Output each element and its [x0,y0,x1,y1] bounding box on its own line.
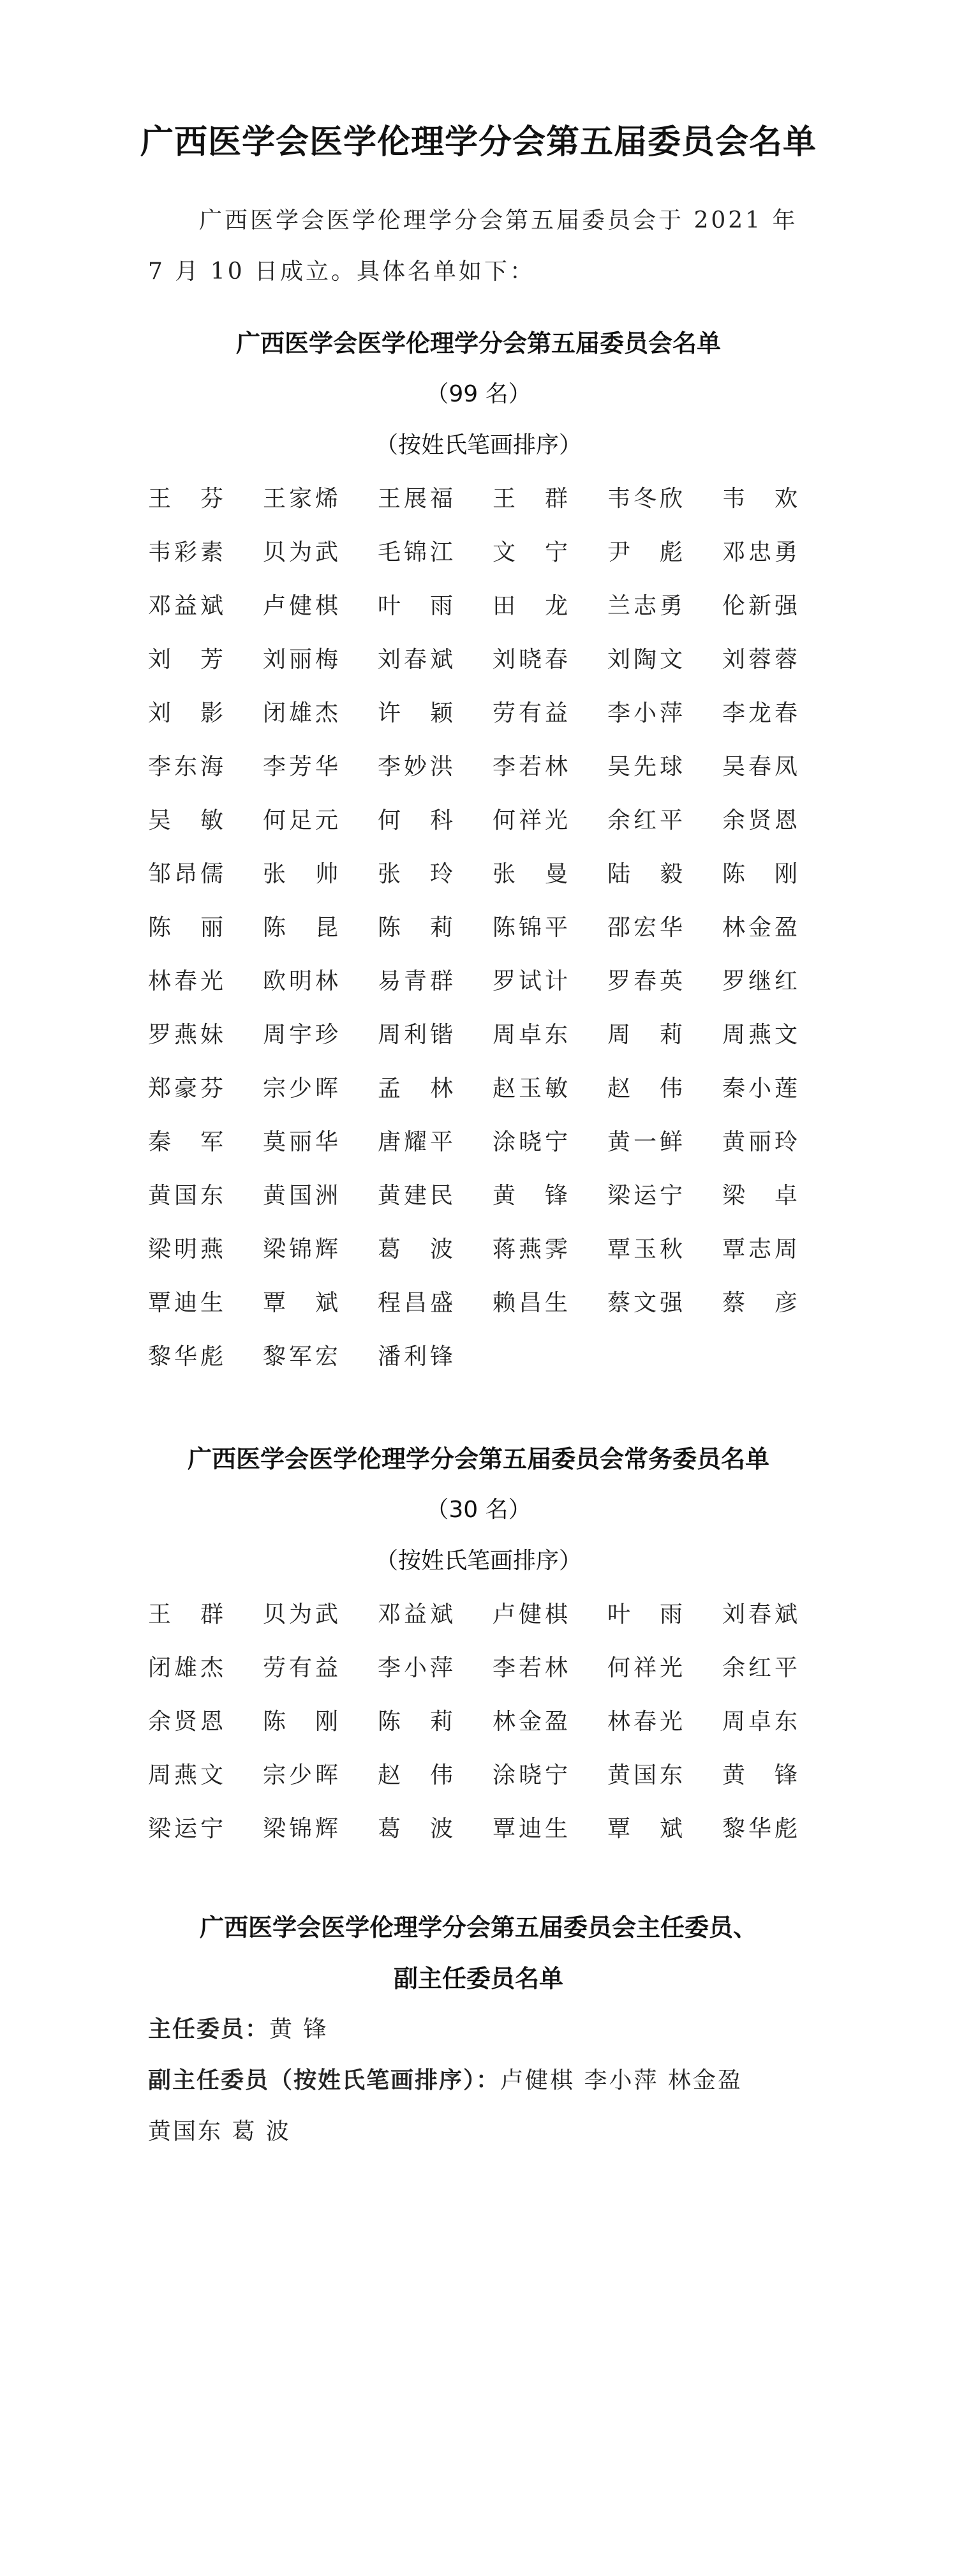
standing-member-name: 涂 晓 宁 [493,1762,568,1788]
committee-member-name: 覃 志 周 [722,1236,798,1262]
committee-member-name: 赵 伟 [607,1075,683,1102]
committee-member-name: 黎 华 彪 [148,1344,223,1370]
committee-member-name: 潘 利 锋 [378,1344,453,1370]
committee-count: （99 名） [426,381,531,407]
standing-member-name: 陈 刚 [263,1709,338,1735]
committee-member-name: 陈 刚 [722,861,798,887]
committee-member-name: 伦 新 强 [722,593,798,619]
committee-member-name: 林 金 盈 [722,915,798,941]
committee-member-name: 刘 蓉 蓉 [722,647,798,673]
committee-member-name: 黄 国 东 [148,1183,223,1209]
committee-member-name: 吴 敏 [148,807,223,834]
standing-member-name: 梁 锦 辉 [263,1816,338,1842]
committee-member-name: 黄 锋 [493,1183,568,1209]
committee-member-name: 蔡 彦 [722,1290,798,1316]
standing-name-grid [148,1588,809,1856]
committee-member-name: 邵 宏 华 [607,915,683,941]
committee-member-name: 赖 昌 生 [493,1290,568,1316]
committee-member-name: 陈 昆 [263,915,338,941]
chairs-section [148,1902,809,2157]
committee-member-name: 欧 明 林 [263,968,338,994]
vice-chair-names-2: 黄国东 葛 波 [148,2118,291,2145]
committee-member-name: 邓 忠 勇 [722,539,798,565]
committee-member-name: 韦 冬 欣 [607,486,683,512]
standing-section [148,1434,809,1856]
committee-member-name: 梁 锦 辉 [263,1236,338,1262]
committee-member-name: 刘 晓 春 [493,647,568,673]
committee-member-name: 王 家 烯 [263,486,338,512]
committee-member-name: 刘 芳 [148,647,223,673]
chairs-title-line2: 副主任委员名单 [393,1965,563,1993]
chair-line [148,2004,809,2055]
committee-member-name: 覃 斌 [263,1290,338,1316]
document-title: 广西医学会医学伦理学分会第五届委员会名单 [140,123,817,161]
committee-member-name: 梁 运 宁 [607,1183,683,1209]
standing-member-name: 黎 华 彪 [722,1816,798,1842]
committee-member-name: 张 玲 [378,861,453,887]
committee-member-name: 王 群 [493,486,568,512]
committee-member-name: 黎 军 宏 [263,1344,338,1370]
chair-label: 主任委员： [148,2016,270,2042]
standing-member-name: 黄 锋 [722,1762,798,1788]
committee-member-name: 李 龙 春 [722,700,798,726]
committee-member-name: 毛 锦 江 [378,539,453,565]
committee-member-name: 郑 豪 芬 [148,1075,223,1102]
committee-member-name: 莫 丽 华 [263,1129,338,1155]
intro-paragraph: 广西医学会医学伦理学分会第五届委员会于 2021 年 7 月 10 日成立。具体名单如下： [148,207,798,285]
committee-member-name: 周 宇 珍 [263,1022,338,1048]
committee-member-name: 秦 小 莲 [722,1075,798,1102]
committee-member-name: 邓 益 斌 [148,593,223,619]
committee-name-grid [148,472,809,1384]
committee-member-name: 吴 先 球 [607,754,683,780]
committee-member-name: 刘 春 斌 [378,647,453,673]
committee-member-name: 刘 影 [148,700,223,726]
committee-member-name: 韦 彩 素 [148,539,223,565]
standing-order-note: （按姓氏笔画排序） [375,1548,582,1574]
committee-member-name: 叶 雨 [378,593,453,619]
committee-member-name: 覃 迪 生 [148,1290,223,1316]
committee-member-name: 罗 继 红 [722,968,798,994]
standing-member-name: 叶 雨 [607,1601,683,1628]
standing-member-name: 林 金 盈 [493,1709,568,1735]
committee-member-name: 程 昌 盛 [378,1290,453,1316]
committee-member-name: 罗 春 英 [607,968,683,994]
committee-member-name: 韦 欢 [722,486,798,512]
committee-member-name: 黄 国 洲 [263,1183,338,1209]
committee-member-name: 张 帅 [263,861,338,887]
committee-member-name: 闭 雄 杰 [263,700,338,726]
standing-count: （30 名） [426,1497,531,1523]
committee-member-name: 黄 建 民 [378,1183,453,1209]
standing-member-name: 余 贤 恩 [148,1709,223,1735]
standing-title: 广西医学会医学伦理学分会第五届委员会常务委员名单 [187,1445,769,1473]
committee-member-name: 李 若 林 [493,754,568,780]
standing-member-name: 卢 健 棋 [493,1601,568,1628]
committee-member-name: 梁 明 燕 [148,1236,223,1262]
chair-name: 黄 锋 [269,2016,329,2042]
standing-member-name: 邓 益 斌 [378,1601,453,1628]
committee-member-name: 刘 陶 文 [607,647,683,673]
committee-member-name: 吴 春 凤 [722,754,798,780]
committee-member-name: 罗 试 计 [493,968,568,994]
committee-member-name: 秦 军 [148,1129,223,1155]
standing-member-name: 贝 为 武 [263,1601,338,1628]
committee-member-name: 梁 卓 [722,1183,798,1209]
vice-chair-label: 副主任委员（按姓氏笔画排序）： [148,2067,501,2093]
committee-member-name: 尹 彪 [607,539,683,565]
standing-member-name: 赵 伟 [378,1762,453,1788]
committee-member-name: 林 春 光 [148,968,223,994]
committee-member-name: 覃 玉 秋 [607,1236,683,1262]
committee-member-name: 李 小 萍 [607,700,683,726]
committee-member-name: 周 莉 [607,1022,683,1048]
committee-member-name: 贝 为 武 [263,539,338,565]
standing-member-name: 林 春 光 [607,1709,683,1735]
committee-member-name: 刘 丽 梅 [263,647,338,673]
committee-member-name: 余 红 平 [607,807,683,834]
committee-member-name: 赵 玉 敏 [493,1075,568,1102]
standing-member-name: 李 小 萍 [378,1655,453,1681]
committee-member-name: 王 展 福 [378,486,453,512]
committee-title: 广西医学会医学伦理学分会第五届委员会名单 [235,329,721,357]
committee-member-name: 李 东 海 [148,754,223,780]
committee-member-name: 涂 晓 宁 [493,1129,568,1155]
committee-member-name: 兰 志 勇 [607,593,683,619]
standing-member-name: 宗 少 晖 [263,1762,338,1788]
committee-member-name: 陈 莉 [378,915,453,941]
committee-section [148,318,809,1384]
committee-member-name: 周 卓 东 [493,1022,568,1048]
standing-member-name: 何 祥 光 [607,1655,683,1681]
standing-member-name: 余 红 平 [722,1655,798,1681]
committee-member-name: 劳 有 益 [493,700,568,726]
committee-member-name: 何 祥 光 [493,807,568,834]
standing-member-name: 梁 运 宁 [148,1816,223,1842]
vice-chair-line [148,2055,809,2106]
committee-member-name: 周 利 锴 [378,1022,453,1048]
standing-member-name: 覃 斌 [607,1816,683,1842]
standing-member-name: 劳 有 益 [263,1655,338,1681]
committee-member-name: 李 芳 华 [263,754,338,780]
committee-member-name: 陈 丽 [148,915,223,941]
standing-member-name: 李 若 林 [493,1655,568,1681]
standing-member-name: 闭 雄 杰 [148,1655,223,1681]
vice-chair-names-1: 卢健棋 李小萍 林金盈 [500,2067,743,2093]
committee-member-name: 黄 一 鲜 [607,1129,683,1155]
vice-chair-line-2 [148,2106,809,2157]
committee-order-note: （按姓氏笔画排序） [375,432,582,458]
committee-member-name: 余 贤 恩 [722,807,798,834]
committee-member-name: 孟 林 [378,1075,453,1102]
standing-member-name: 刘 春 斌 [722,1601,798,1628]
committee-member-name: 黄 丽 玲 [722,1129,798,1155]
committee-member-name: 卢 健 棋 [263,593,338,619]
committee-member-name: 李 妙 洪 [378,754,453,780]
standing-member-name: 覃 迪 生 [493,1816,568,1842]
standing-member-name: 陈 莉 [378,1709,453,1735]
committee-member-name: 易 青 群 [378,968,453,994]
standing-member-name: 周 卓 东 [722,1709,798,1735]
committee-member-name: 罗 燕 妹 [148,1022,223,1048]
standing-member-name: 王 群 [148,1601,223,1628]
standing-member-name: 黄 国 东 [607,1762,683,1788]
committee-member-name: 何 科 [378,807,453,834]
committee-member-name: 王 芬 [148,486,223,512]
committee-member-name: 张 曼 [493,861,568,887]
committee-member-name: 许 颖 [378,700,453,726]
committee-member-name: 葛 波 [378,1236,453,1262]
committee-member-name: 蒋 燕 霁 [493,1236,568,1262]
committee-member-name: 文 宁 [493,539,568,565]
committee-member-name: 陆 毅 [607,861,683,887]
committee-member-name: 宗 少 晖 [263,1075,338,1102]
committee-member-name: 蔡 文 强 [607,1290,683,1316]
standing-member-name: 周 燕 文 [148,1762,223,1788]
chairs-title-line1: 广西医学会医学伦理学分会第五届委员会主任委员、 [199,1913,757,1942]
committee-member-name: 何 足 元 [263,807,338,834]
committee-member-name: 田 龙 [493,593,568,619]
standing-member-name: 葛 波 [378,1816,453,1842]
committee-member-name: 周 燕 文 [722,1022,798,1048]
committee-member-name: 邹 昂 儒 [148,861,223,887]
committee-member-name: 唐 耀 平 [378,1129,453,1155]
committee-member-name: 陈 锦 平 [493,915,568,941]
